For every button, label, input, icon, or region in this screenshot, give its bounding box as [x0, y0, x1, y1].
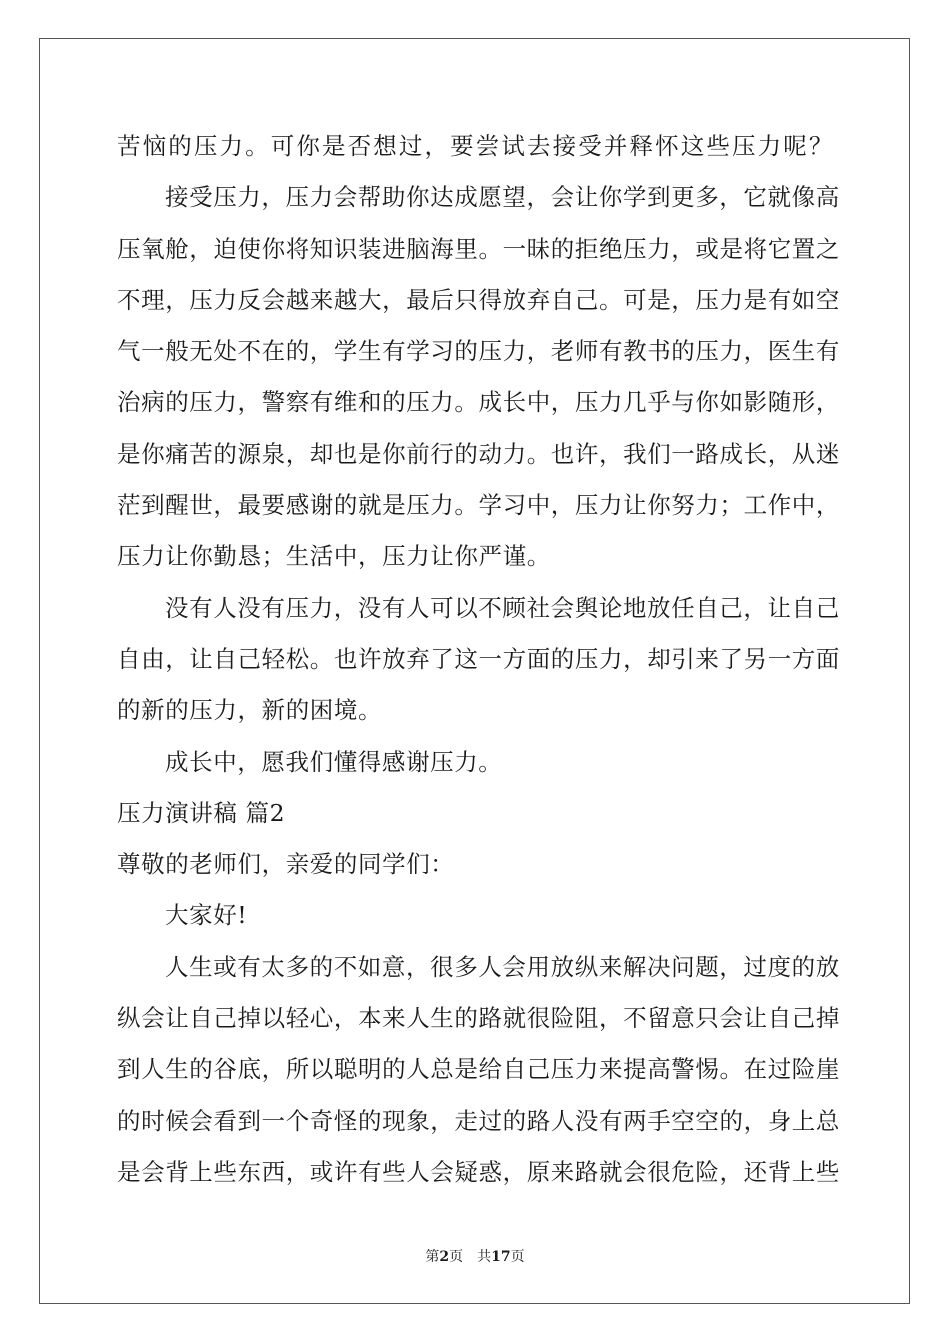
- paragraph-first-line: 没有人没有压力，没有人可以不顾社会舆论地放任自己，让自己: [165, 593, 840, 622]
- page-total: [477, 1249, 524, 1265]
- text-line: 到人生的谷底，所以聪明的人总是给自己压力来提高警惕。在过险崖: [117, 1055, 840, 1084]
- text-line: 自由，让自己轻松。也许放弃了这一方面的压力，却引来了另一方面: [117, 644, 840, 673]
- text-line: 气一般无处不在的，学生有学习的压力，老师有教书的压力，医生有: [117, 337, 840, 366]
- paragraph-last-line: 的新的压力，新的困境。: [117, 696, 383, 725]
- total-pages: 17: [491, 1249, 511, 1265]
- text-line: 纵会让自己掉以轻心，本来人生的路就很险阻，不留意只会让自己掉: [117, 1004, 840, 1033]
- paragraph-single-line: 成长中，愿我们懂得感谢压力。: [165, 747, 503, 776]
- total-suffix: 页: [510, 1249, 525, 1265]
- document-body: [117, 121, 840, 1198]
- paragraph-last-line: 压力让你勤恳；生活中，压力让你严谨。: [117, 542, 551, 571]
- page-suffix: 页: [449, 1249, 464, 1265]
- page-prefix: 第: [425, 1249, 440, 1265]
- greeting: 大家好!: [165, 901, 248, 930]
- paragraph-first-line: 接受压力，压力会帮助你达成愿望，会让你学到更多，它就像高: [165, 183, 840, 212]
- text-line: 是会背上些东西，或许有些人会疑惑，原来路就会很危险，还背上些: [117, 1157, 840, 1186]
- text-line: 不理，压力反会越来越大，最后只得放弃自己。可是，压力是有如空: [117, 285, 840, 314]
- paragraph-first-line: 人生或有太多的不如意，很多人会用放纵来解决问题，过度的放: [165, 952, 840, 981]
- text-line: 是你痛苦的源泉，却也是你前行的动力。也许，我们一路成长，从迷: [117, 439, 840, 468]
- total-prefix: 共: [477, 1249, 492, 1265]
- page-footer: [0, 1247, 950, 1267]
- text-line: 茫到醒世，最要感谢的就是压力。学习中，压力让你努力；工作中，: [117, 491, 840, 520]
- text-line: 治病的压力，警察有维和的压力。成长中，压力几乎与你如影随形，: [117, 388, 840, 417]
- text-line: 的时候会看到一个奇怪的现象，走过的路人没有两手空空的，身上总: [117, 1106, 840, 1135]
- page-current: 2: [439, 1249, 450, 1265]
- salutation: 尊敬的老师们，亲爱的同学们：: [117, 850, 455, 879]
- section-heading: 压力演讲稿 篇2: [117, 798, 286, 827]
- page-number: [425, 1249, 463, 1265]
- text-line: 苦恼的压力。可你是否想过，要尝试去接受并释怀这些压力呢？: [117, 132, 833, 160]
- text-line: 压氧舱，迫使你将知识装进脑海里。一昧的拒绝压力，或是将它置之: [117, 234, 840, 263]
